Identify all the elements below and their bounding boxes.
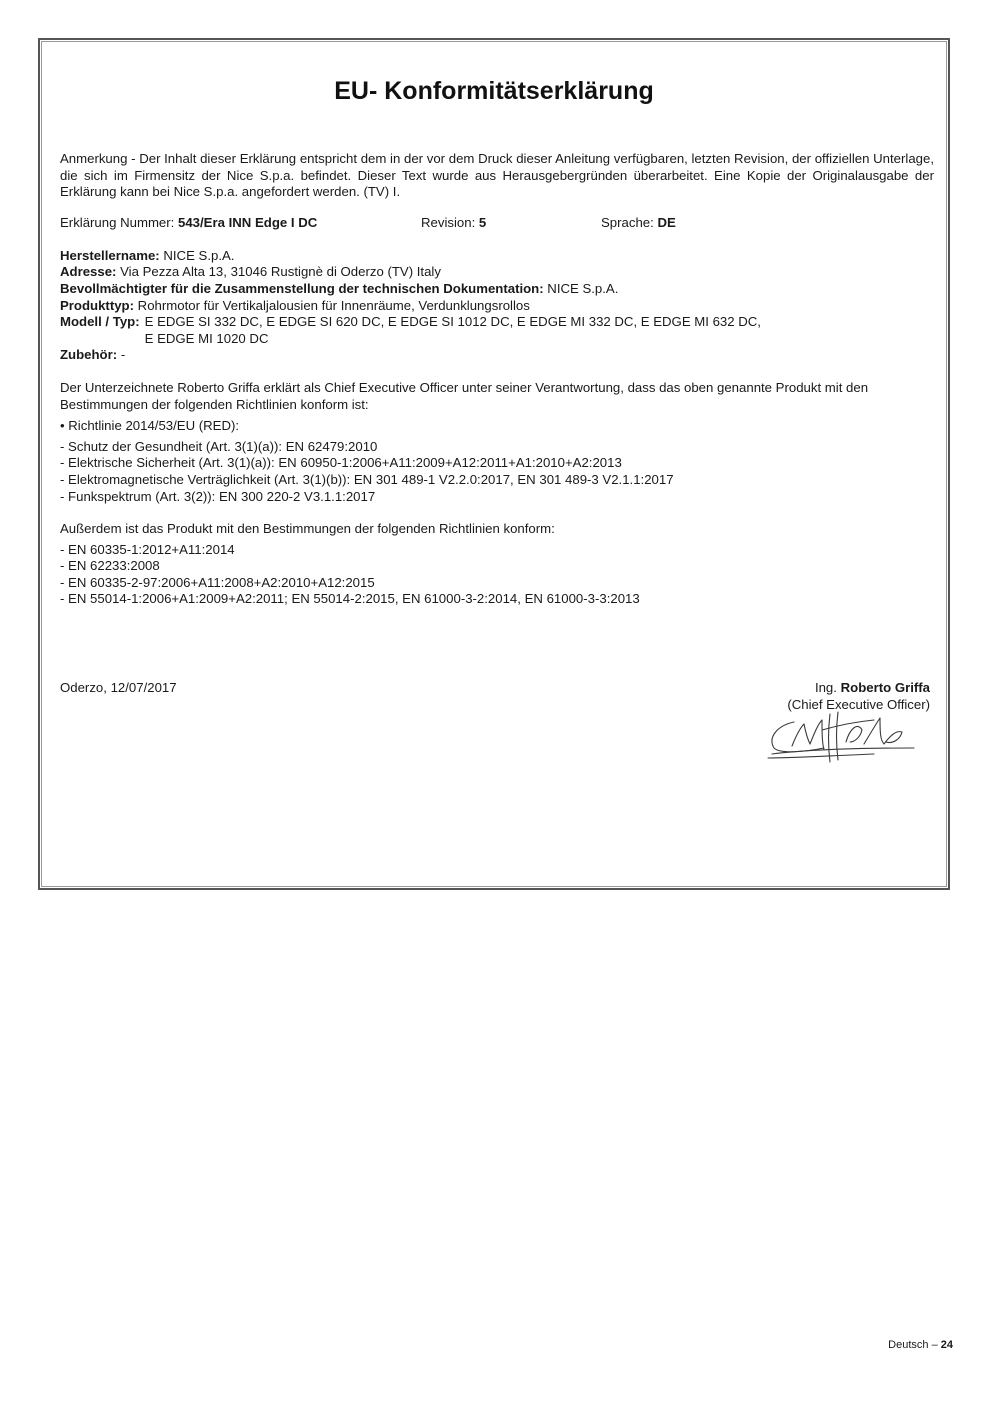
list-item: - EN 60335-1:2012+A11:2014 [60,541,235,557]
product-type-value: Rohrmotor für Vertikaljalousien für Innenräume, Verdunklungsrollos [137,297,530,313]
note-paragraph: Anmerkung - Der Inhalt dieser Erklärung entspricht dem in der vor dem Druck dieser Anleitung verfügbaren, letzten Revision, der offiziellen Unterlage, die sich im Firmensitz der Nice S.p.a. befindet. Dieser Text wurde aus Herausgebergründen überarbeitet. Eine Kopie der Originalausgabe der Erklärung kann bei Nice S.p.a. angefordert werden. (TV) I. [60,151,934,200]
page-title: EU- Konformitätserklärung [334,77,654,105]
signatory-name-value: Roberto Griffa [840,680,930,695]
additional-intro: Außerdem ist das Produkt mit den Bestimmungen der folgenden Richtlinien konform: [60,521,555,537]
model-line: E EDGE SI 332 DC, E EDGE SI 620 DC, E EDGE SI 1012 DC, E EDGE MI 332 DC, E EDGE MI 632 DC, [144,314,761,330]
revision-label: Revision: [421,214,479,230]
authorized-representative [60,281,934,298]
address-label: Adresse: [60,264,121,280]
directive-block [60,380,934,505]
place-date: Oderzo, 12/07/2017 [60,680,177,695]
signatory-name [787,680,930,697]
revision-value: 5 [478,214,487,230]
identification-row [60,215,934,232]
signatory-role: (Chief Executive Officer) [787,696,930,712]
declaration-content [60,151,934,624]
list-item: - Funkspektrum (Art. 3(2)): EN 300 220-2 V3.1.1:2017 [60,488,376,504]
model-line: E EDGE MI 1020 DC [144,330,269,346]
manufacturer-name-value: NICE S.p.A. [163,247,235,263]
footer-language: Deutsch – [888,1339,941,1351]
declaration-intro: Der Unterzeichnete Roberto Griffa erklärt als Chief Executive Officer unter seiner Verantwortung, dass das oben genannte Produkt mit den Bestimmungen der folgenden Richtlinien konform ist: [60,379,869,412]
additional-block [60,521,934,608]
declaration-number-value: 543/Era INN Edge I DC [178,214,318,230]
product-type-label: Produkttyp: [60,297,138,313]
declaration-number-label: Erklärung Nummer: [60,214,178,230]
page-number: 24 [940,1339,953,1351]
list-item: - EN 60335-2-97:2006+A11:2008+A2:2010+A12:2015 [60,574,375,590]
language-label: Sprache: [601,214,658,230]
manufacturer-address [60,264,934,281]
list-item: - Elektrische Sicherheit (Art. 3(1)(a)): EN 60950-1:2006+A11:2009+A12:2011+A1:2010+A2:2013 [60,455,622,471]
list-item: - Elektromagnetische Verträglichkeit (Art. 3(1)(b)): EN 301 489-1 V2.2.0:2017, EN 301 489-3 V2.1.1:2017 [60,471,674,487]
model-type [60,314,934,347]
manufacturer-name [60,248,934,265]
page-footer [888,1338,953,1352]
accessories-value: - [120,347,126,363]
directive-heading: • Richtlinie 2014/53/EU (RED): [60,418,240,434]
list-item: - Schutz der Gesundheit (Art. 3(1)(a)): EN 62479:2010 [60,438,378,454]
product-type [60,298,934,315]
declaration-frame [38,38,950,890]
revision [421,215,486,232]
manufacturer-block [60,248,934,364]
signatory-prefix: Ing. [814,680,841,695]
list-item: - EN 55014-1:2006+A1:2009+A2:2011; EN 55014-2:2015, EN 61000-3-2:2014, EN 61000-3-3:2013 [60,591,640,607]
address-value: Via Pezza Alta 13, 31046 Rustignè di Oderzo (TV) Italy [120,264,441,280]
authorized-label: Bevollmächtigter für die Zusammenstellung der technischen Dokumentation: [60,280,548,296]
list-item: - EN 62233:2008 [60,558,160,574]
language-value: DE [657,214,676,230]
accessories [60,347,934,364]
model-label: Modell / Typ: [60,314,140,330]
authorized-value: NICE S.p.A. [547,280,619,296]
language [601,215,676,232]
accessories-label: Zubehör: [60,347,121,363]
manufacturer-name-label: Herstellername: [60,247,164,263]
model-values [145,314,761,347]
handwritten-signature [764,708,924,768]
declaration-number [60,215,317,232]
